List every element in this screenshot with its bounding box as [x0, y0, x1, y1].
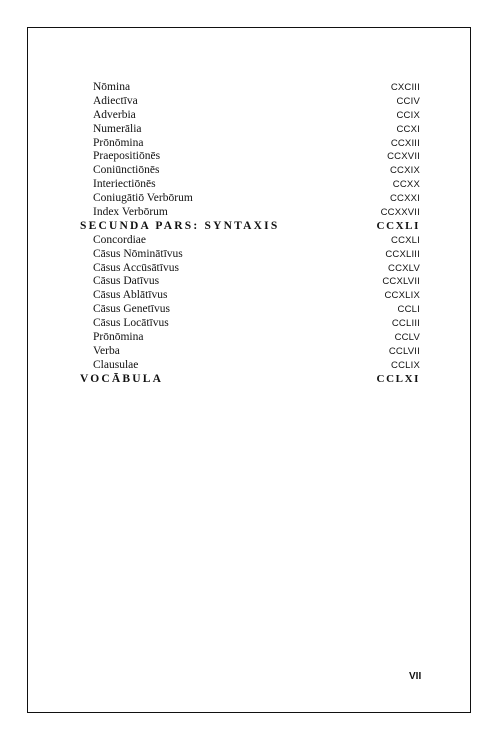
- toc-entry[interactable]: [80, 234, 420, 248]
- toc-entry[interactable]: [80, 109, 420, 123]
- toc-entry-page: CCLVII: [388, 345, 420, 357]
- toc-entry-title: Cāsus Locātīvus: [93, 317, 169, 330]
- toc-entry[interactable]: [80, 150, 420, 164]
- toc-entry-title: Clausulae: [93, 358, 139, 371]
- toc-entry-page: CCXXI: [389, 193, 420, 205]
- toc-entry[interactable]: [80, 81, 420, 95]
- toc-entry-title: Cāsus Genetīvus: [93, 303, 170, 316]
- toc-entry[interactable]: [80, 164, 420, 178]
- toc-entry[interactable]: [80, 317, 420, 331]
- toc-entry-page: CCXLIX: [384, 290, 420, 302]
- toc-entry[interactable]: [80, 262, 420, 276]
- toc-section-heading[interactable]: [80, 373, 420, 387]
- toc-entry-page: CCXX: [392, 179, 420, 191]
- toc-entry-title: Interiectiōnēs: [93, 178, 156, 191]
- toc-section-page: CCXLI: [376, 219, 420, 232]
- toc-entry-title: Praepositiōnēs: [93, 150, 161, 163]
- page-number: VII: [409, 671, 422, 682]
- toc-entry-title: Cāsus Nōminātīvus: [93, 247, 183, 260]
- toc-entry-page: CCIX: [396, 109, 420, 121]
- toc-entry-page: CCXXVII: [380, 207, 420, 219]
- toc-entry-page: CCXIX: [389, 165, 420, 177]
- toc-entry[interactable]: [80, 137, 420, 151]
- toc-entry[interactable]: [80, 331, 420, 345]
- toc-entry[interactable]: [80, 275, 420, 289]
- toc-entry-title: Nōmina: [93, 81, 131, 93]
- toc-entry-page: CCXLI: [391, 234, 420, 246]
- toc-entry-page: CCLV: [394, 332, 420, 344]
- toc-entry[interactable]: [80, 359, 420, 373]
- toc-entry[interactable]: [80, 206, 420, 220]
- toc-entry[interactable]: [80, 178, 420, 192]
- toc-entry[interactable]: [80, 192, 420, 206]
- toc-entry-title: Index Verbōrum: [93, 206, 168, 219]
- toc-entry-title: Verba: [93, 344, 120, 357]
- toc-entry[interactable]: [80, 123, 420, 137]
- toc-section-page: CCLXI: [376, 372, 420, 385]
- toc-entry-title: Coniūnctiōnēs: [93, 164, 160, 177]
- toc-section-title: SECUNDA PARS: SYNTAXIS: [80, 219, 280, 232]
- toc-section-heading[interactable]: [80, 220, 420, 234]
- toc-entry-title: Cāsus Datīvus: [93, 275, 160, 288]
- toc-entry-page: CCXLV: [388, 262, 420, 274]
- toc-entry-title: Numerālia: [93, 122, 142, 135]
- toc-entry-page: CCXLVII: [382, 276, 420, 288]
- toc-entry-title: Prōnōmina: [93, 136, 144, 149]
- toc-entry-page: CCXIII: [390, 137, 420, 149]
- toc-entry-title: Adiectīva: [93, 94, 138, 107]
- toc-entry-title: Cāsus Accūsātīvus: [93, 261, 179, 274]
- toc-entry-title: Cāsus Ablātīvus: [93, 289, 168, 302]
- toc-entry-title: Concordiae: [93, 233, 147, 246]
- toc-entry-page: CXCIII: [390, 82, 420, 93]
- toc-entry-title: Prōnōmina: [93, 331, 144, 344]
- toc-entry-page: CCXLIII: [385, 248, 420, 260]
- toc-entry-page: CCLI: [397, 304, 420, 316]
- toc-entry-page: CCLIII: [391, 318, 420, 330]
- document-page: [27, 27, 471, 713]
- toc-entry-page: CCXVII: [387, 151, 420, 163]
- toc-entry[interactable]: [80, 303, 420, 317]
- toc-entry-title: Coniugātiō Verbōrum: [93, 192, 193, 205]
- toc-entry[interactable]: [80, 289, 420, 303]
- table-of-contents: [80, 81, 420, 387]
- toc-entry[interactable]: [80, 345, 420, 359]
- toc-entry-page: CCLIX: [391, 359, 420, 371]
- toc-entry[interactable]: [80, 95, 420, 109]
- toc-entry[interactable]: [80, 248, 420, 262]
- toc-entry-page: CCIV: [396, 95, 420, 107]
- toc-entry-title: Adverbia: [93, 108, 136, 121]
- toc-section-title: VOCĀBULA: [80, 372, 164, 385]
- toc-entry-page: CCXI: [396, 123, 420, 135]
